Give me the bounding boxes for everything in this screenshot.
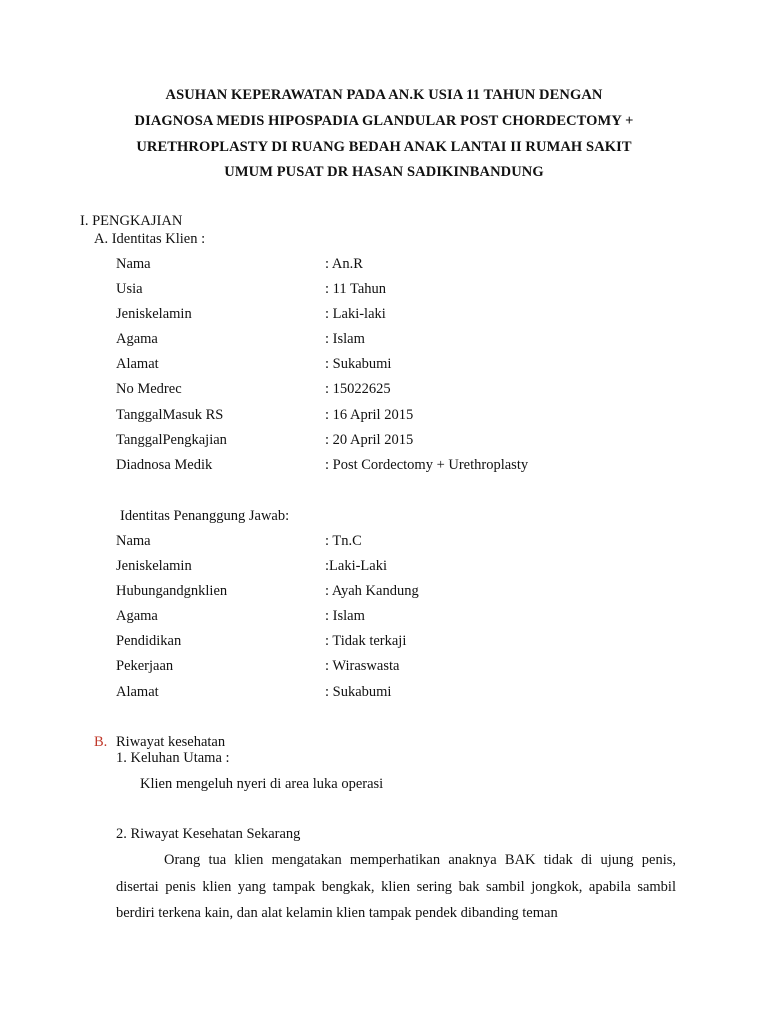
klien-value-diagnosa-medik: : Post Cordectomy + Urethroplasty — [325, 457, 529, 473]
klien-value-no-medrec: : 15022625 — [325, 381, 391, 397]
klien-label-tanggal-masuk: TanggalMasuk RS — [116, 407, 224, 423]
klien-label-no-medrec: No Medrec — [116, 381, 182, 397]
klien-value-tanggal-pengkajian: : 20 April 2015 — [325, 432, 414, 448]
pj-label-alamat: Alamat — [116, 684, 159, 700]
riwayat-sekarang-heading: 2. Riwayat Kesehatan Sekarang — [116, 826, 301, 842]
pj-label-nama: Nama — [116, 533, 151, 549]
keluhan-utama-heading: 1. Keluhan Utama : — [116, 750, 230, 766]
klien-value-alamat: : Sukabumi — [325, 356, 392, 372]
klien-label-jeniskelamin: Jeniskelamin — [116, 306, 192, 322]
klien-value-jeniskelamin: : Laki-laki — [325, 306, 386, 322]
pj-value-jeniskelamin: :Laki-Laki — [325, 558, 388, 574]
klien-value-tanggal-masuk: : 16 April 2015 — [325, 407, 414, 423]
document-title-line-2: DIAGNOSA MEDIS HIPOSPADIA GLANDULAR POST CHORDECTOMY + — [134, 113, 634, 129]
klien-label-nama: Nama — [116, 256, 151, 272]
subsection-heading-identitas-klien: A. Identitas Klien : — [94, 231, 206, 247]
pj-label-hubungan: Hubungandgnklien — [116, 583, 228, 599]
section-heading-pengkajian: I. PENGKAJIAN — [80, 213, 183, 229]
klien-value-nama: : An.R — [325, 256, 363, 272]
klien-label-usia: Usia — [116, 281, 143, 297]
pj-value-nama: : Tn.C — [325, 533, 362, 549]
pj-label-jeniskelamin: Jeniskelamin — [116, 558, 192, 574]
pj-value-pekerjaan: : Wiraswasta — [325, 658, 400, 674]
document-title-line-1: ASUHAN KEPERAWATAN PADA AN.K USIA 11 TAHUN DENGAN — [165, 87, 603, 103]
document-title-line-4: UMUM PUSAT DR HASAN SADIKINBANDUNG — [224, 164, 544, 180]
pj-value-pendidikan: : Tidak terkaji — [325, 633, 407, 649]
keluhan-utama-text: Klien mengeluh nyeri di area luka operasi — [140, 776, 384, 792]
subsection-heading-penanggung-jawab: Identitas Penanggung Jawab: — [120, 508, 290, 524]
klien-value-usia: : 11 Tahun — [325, 281, 387, 297]
document-title-line-3: URETHROPLASTY DI RUANG BEDAH ANAK LANTAI II RUMAH SAKIT — [136, 139, 632, 155]
pj-value-hubungan: : Ayah Kandung — [325, 583, 419, 599]
klien-label-agama: Agama — [116, 331, 158, 347]
klien-label-diagnosa-medik: Diadnosa Medik — [116, 457, 213, 473]
klien-value-agama: : Islam — [325, 331, 365, 347]
klien-label-alamat: Alamat — [116, 356, 159, 372]
section-b-letter: B. — [94, 734, 108, 750]
riwayat-sekarang-paragraph — [116, 847, 676, 927]
pj-label-agama: Agama — [116, 608, 158, 624]
pj-label-pekerjaan: Pekerjaan — [116, 658, 174, 674]
pj-label-pendidikan: Pendidikan — [116, 633, 182, 649]
pj-value-alamat: : Sukabumi — [325, 684, 392, 700]
riwayat-sekarang-text: Orang tua klien mengatakan memperhatikan anaknya BAK tidak di ujung penis, disertai penis klien yang tampak bengkak, klien sering bak sambil jongkok, apabila sambil berdiri terkena kain, dan alat kelamin klien tampak pendek dibanding teman — [116, 852, 676, 921]
klien-label-tanggal-pengkajian: TanggalPengkajian — [116, 432, 227, 448]
pj-value-agama: : Islam — [325, 608, 365, 624]
section-b-heading: Riwayat kesehatan — [116, 734, 226, 750]
